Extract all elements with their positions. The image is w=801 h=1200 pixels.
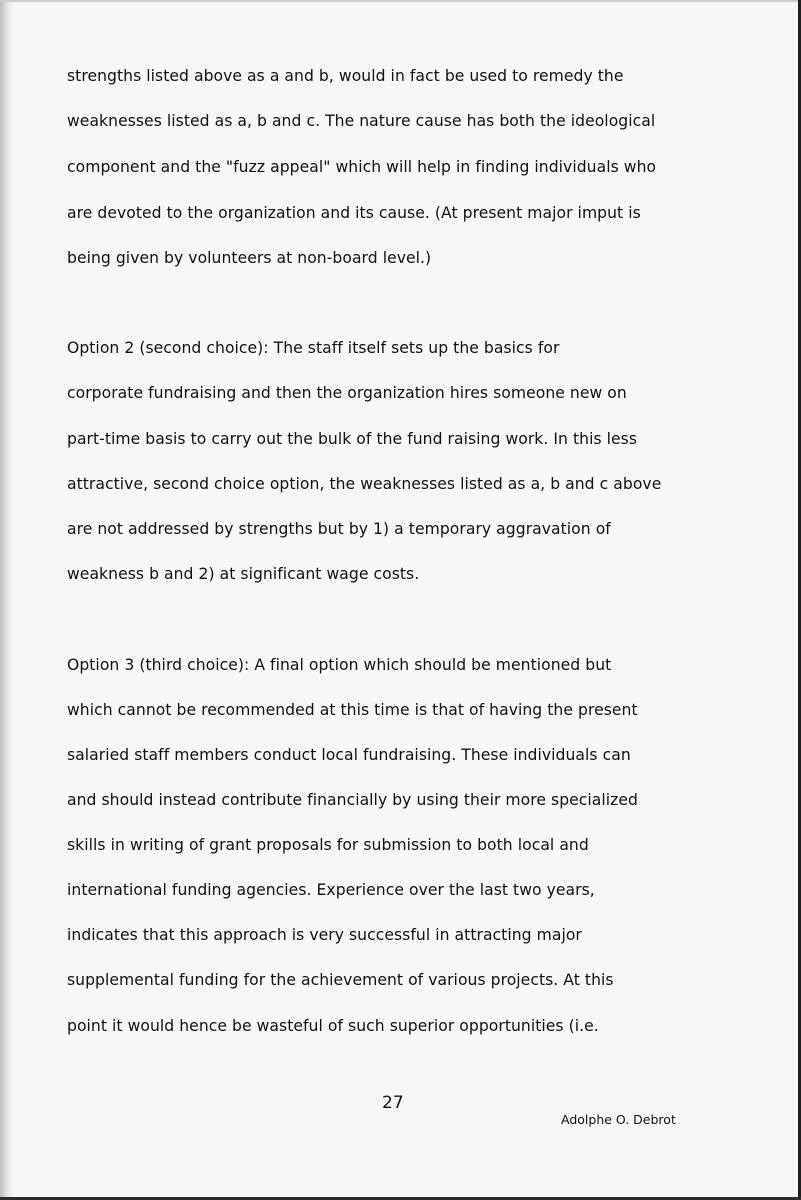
author-footer: Adolphe O. Debrot	[561, 1112, 676, 1127]
page-edge-top	[0, 0, 801, 2]
text-line: being given by volunteers at non-board level.)	[67, 249, 432, 267]
text-line: corporate fundraising and then the organization hires someone new on	[67, 384, 627, 402]
text-line: skills in writing of grant proposals for submission to both local and	[67, 836, 589, 854]
text-line: indicates that this approach is very successful in attracting major	[67, 926, 582, 944]
text-line: are devoted to the organization and its cause. (At present major imput is	[67, 204, 641, 222]
text-line: salaried staff members conduct local fundraising. These individuals can	[67, 746, 631, 764]
text-line: international funding agencies. Experience over the last two years,	[67, 881, 595, 899]
text-line: weaknesses listed as a, b and c. The nature cause has both the ideological	[67, 112, 656, 130]
text-line: attractive, second choice option, the weaknesses listed as a, b and c above	[67, 475, 662, 493]
page-number: 27	[382, 1093, 404, 1113]
text-line: weakness b and 2) at significant wage costs.	[67, 565, 420, 583]
text-line: which cannot be recommended at this time is that of having the present	[67, 701, 638, 719]
text-line: are not addressed by strengths but by 1) a temporary aggravation of	[67, 520, 611, 538]
text-line: and should instead contribute financially by using their more specialized	[67, 791, 639, 809]
text-line: supplemental funding for the achievement of various projects. At this	[67, 971, 614, 989]
text-line: point it would hence be wasteful of such superior opportunities (i.e.	[67, 1017, 599, 1035]
text-line: strengths listed above as a and b, would in fact be used to remedy the	[67, 67, 624, 85]
text-line: component and the "fuzz appeal" which will help in finding individuals who	[67, 158, 657, 176]
text-line: Option 2 (second choice): The staff itself sets up the basics for	[67, 339, 560, 357]
binding-shadow	[0, 0, 14, 1200]
text-line: Option 3 (third choice): A final option which should be mentioned but	[67, 656, 612, 674]
text-line: part-time basis to carry out the bulk of the fund raising work. In this less	[67, 430, 638, 448]
